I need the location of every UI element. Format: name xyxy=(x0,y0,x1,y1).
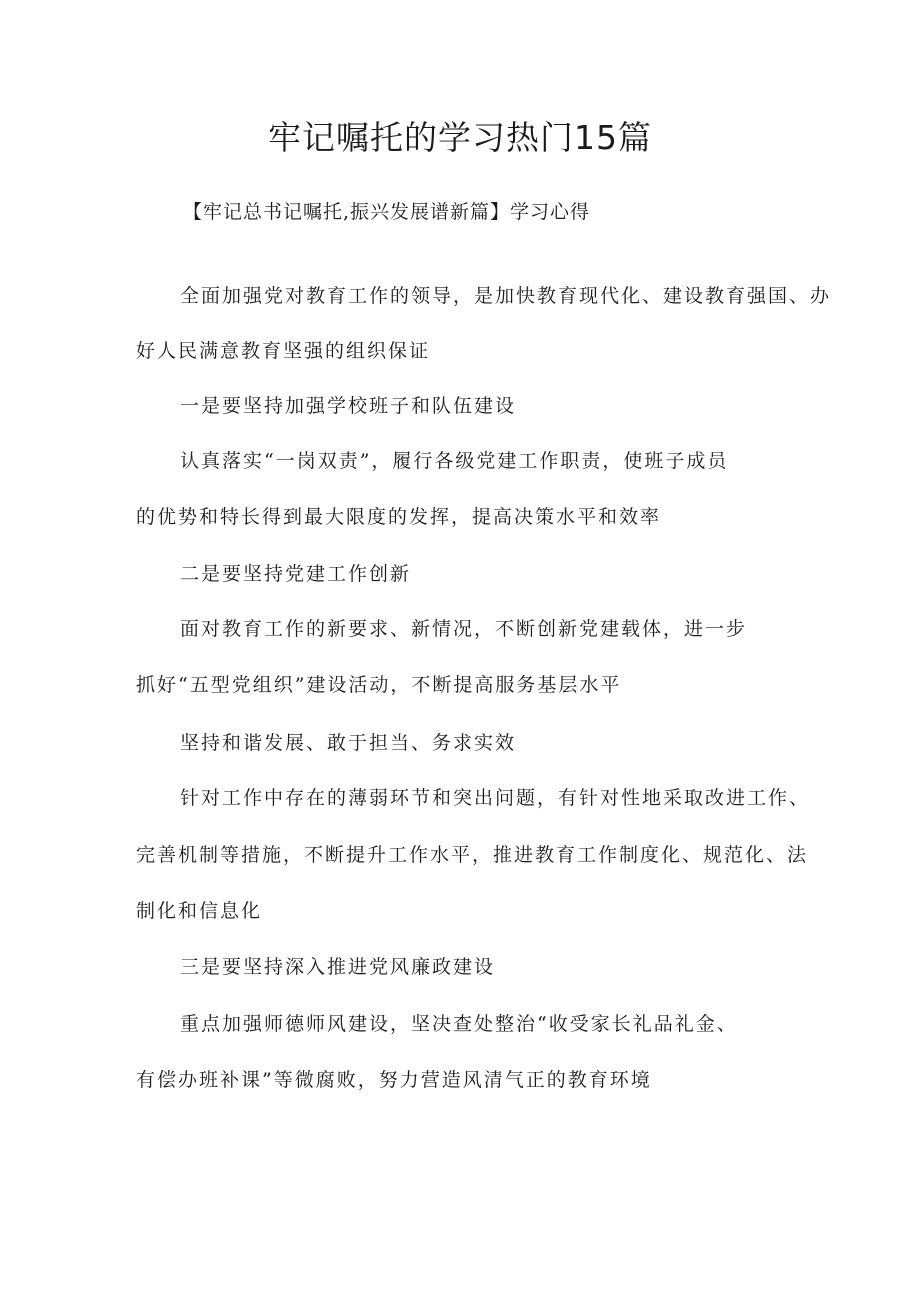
paragraph-line: 有偿办班补课”等微腐败，努力营造风清气正的教育环境 xyxy=(136,1069,652,1091)
paragraph-line: 好人民满意教育坚强的组织保证 xyxy=(136,340,431,362)
paragraph-line: 面对教育工作的新要求、新情况，不断创新党建载体，进一步 xyxy=(180,618,748,640)
paragraph-line: 全面加强党对教育工作的领导，是加快教育现代化、建设教育强国、办 xyxy=(180,285,832,307)
document-title: 牢记嘱托的学习热门15篇 xyxy=(268,118,652,157)
section-heading: 坚持和谐发展、敢于担当、务求实效 xyxy=(180,732,517,754)
paragraph-line: 的优势和特长得到最大限度的发挥，提高决策水平和效率 xyxy=(136,506,662,528)
section-heading: 二是要坚持党建工作创新 xyxy=(180,563,412,585)
paragraph-line: 抓好“五型党组织”建设活动，不断提高服务基层水平 xyxy=(136,674,622,696)
paragraph-line: 重点加强师德师风建设，坚决查处整治“收受家长礼品礼金、 xyxy=(180,1013,738,1035)
paragraph-line: 针对工作中存在的薄弱环节和突出问题，有针对性地采取改进工作、 xyxy=(180,787,811,809)
paragraph-line: 认真落实“一岗双责”，履行各级党建工作职责，使班子成员 xyxy=(180,450,729,472)
section-heading: 一是要坚持加强学校班子和队伍建设 xyxy=(180,395,517,417)
section-heading: 三是要坚持深入推进党风廉政建设 xyxy=(180,956,496,978)
document-subtitle: 【牢记总书记嘱托,振兴发展谱新篇】学习心得 xyxy=(183,201,591,223)
paragraph-line: 完善机制等措施，不断提升工作水平，推进教育工作制度化、规范化、法 xyxy=(136,844,809,866)
paragraph-line: 制化和信息化 xyxy=(136,900,263,922)
